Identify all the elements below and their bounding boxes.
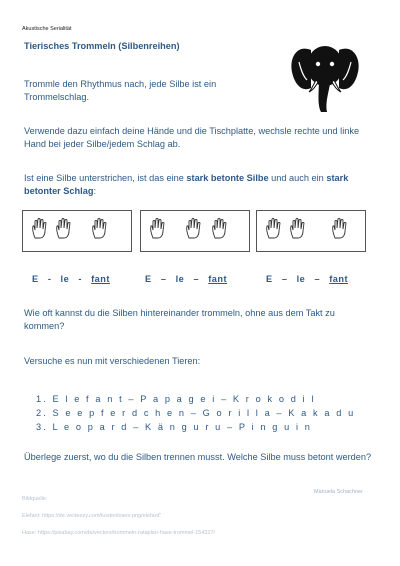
list-item: 1. E l e f a n t – P a p a g e i – K r o k o d i l (36, 394, 316, 404)
hand-icon (55, 217, 73, 239)
author-credit: Manuela Schachner (314, 489, 363, 495)
stressed-syllable: fant (208, 274, 228, 284)
elephant-head-icon (289, 40, 361, 116)
animal-list (36, 392, 355, 434)
stress-note (24, 172, 374, 198)
list-item: 2. S e e p f e r d c h e n – G o r i l l a – K a k a d u (36, 408, 356, 418)
syllable: le (60, 274, 70, 284)
syllable: E (266, 274, 273, 284)
stress-note-part1: Ist eine Silbe unterstrichen, ist das eine (24, 173, 187, 183)
hand-icon (265, 217, 283, 239)
hand-icon (211, 217, 229, 239)
stress-note-part2: und auch ein (268, 173, 327, 183)
syllable-separator: – (314, 274, 321, 284)
syllable-separator: – (281, 274, 288, 284)
syllable-row-2 (145, 274, 227, 284)
stress-note-part3: : (93, 186, 96, 196)
rhythm-box-3 (256, 210, 366, 252)
syllable-row-3 (266, 274, 348, 284)
syllable-row-1 (32, 274, 110, 284)
hand-icon (289, 217, 307, 239)
source-link-2[interactable]: Hase: https://pixabay.com/de/vectors/trommeln-rataplan-hase-trommel-154327/ (22, 530, 216, 536)
syllable: le (175, 274, 185, 284)
question-2: Überlege zuerst, wo du die Silben trennen musst. Welche Silbe muss betont werden? (24, 452, 372, 462)
stress-note-bold2: stark betonter Schlag (24, 173, 349, 196)
syllable: le (296, 274, 306, 284)
rhythm-box-1 (22, 210, 132, 252)
syllable-separator: – (193, 274, 200, 284)
stressed-syllable: fant (329, 274, 349, 284)
hand-icon (31, 217, 49, 239)
intro-text: Trommle den Rhythmus nach, jede Silbe ist ein Trommelschlag. (24, 79, 217, 102)
header-label: Akustische Serialität (22, 26, 72, 32)
syllable-separator: – (160, 274, 167, 284)
rhythm-box-2 (140, 210, 250, 252)
sources-label: Bildquelle: (22, 496, 48, 502)
syllable: E (32, 274, 39, 284)
hand-icon (185, 217, 203, 239)
list-item: 3. L e o p a r d – K ä n g u r u – P i n g u i n (36, 422, 312, 432)
question-1: Wie oft kannst du die Silben hintereinander trommeln, ohne aus dem Takt zu kommen? (24, 308, 335, 331)
hand-icon (149, 217, 167, 239)
try-animals-text: Versuche es nun mit verschiedenen Tieren: (24, 356, 201, 366)
syllable-separator: - (47, 274, 52, 284)
stressed-syllable: fant (91, 274, 110, 284)
hand-icon (331, 217, 349, 239)
page-title: Tierisches Trommeln (Silbenreihen) (24, 41, 180, 51)
hand-icon (91, 217, 109, 239)
syllable: E (145, 274, 152, 284)
source-link-1[interactable]: Elefant: https://de.vecteezy.com/kostenloses-png/elefant" (22, 513, 162, 519)
stress-note-bold1: stark betonte Silbe (186, 173, 269, 183)
syllable-separator: - (78, 274, 82, 284)
instruction-text: Verwende dazu einfach deine Hände und die Tischplatte, wechsle rechte und linke Hand bei jeder Silbe/jedem Schlag ab. (24, 126, 360, 149)
